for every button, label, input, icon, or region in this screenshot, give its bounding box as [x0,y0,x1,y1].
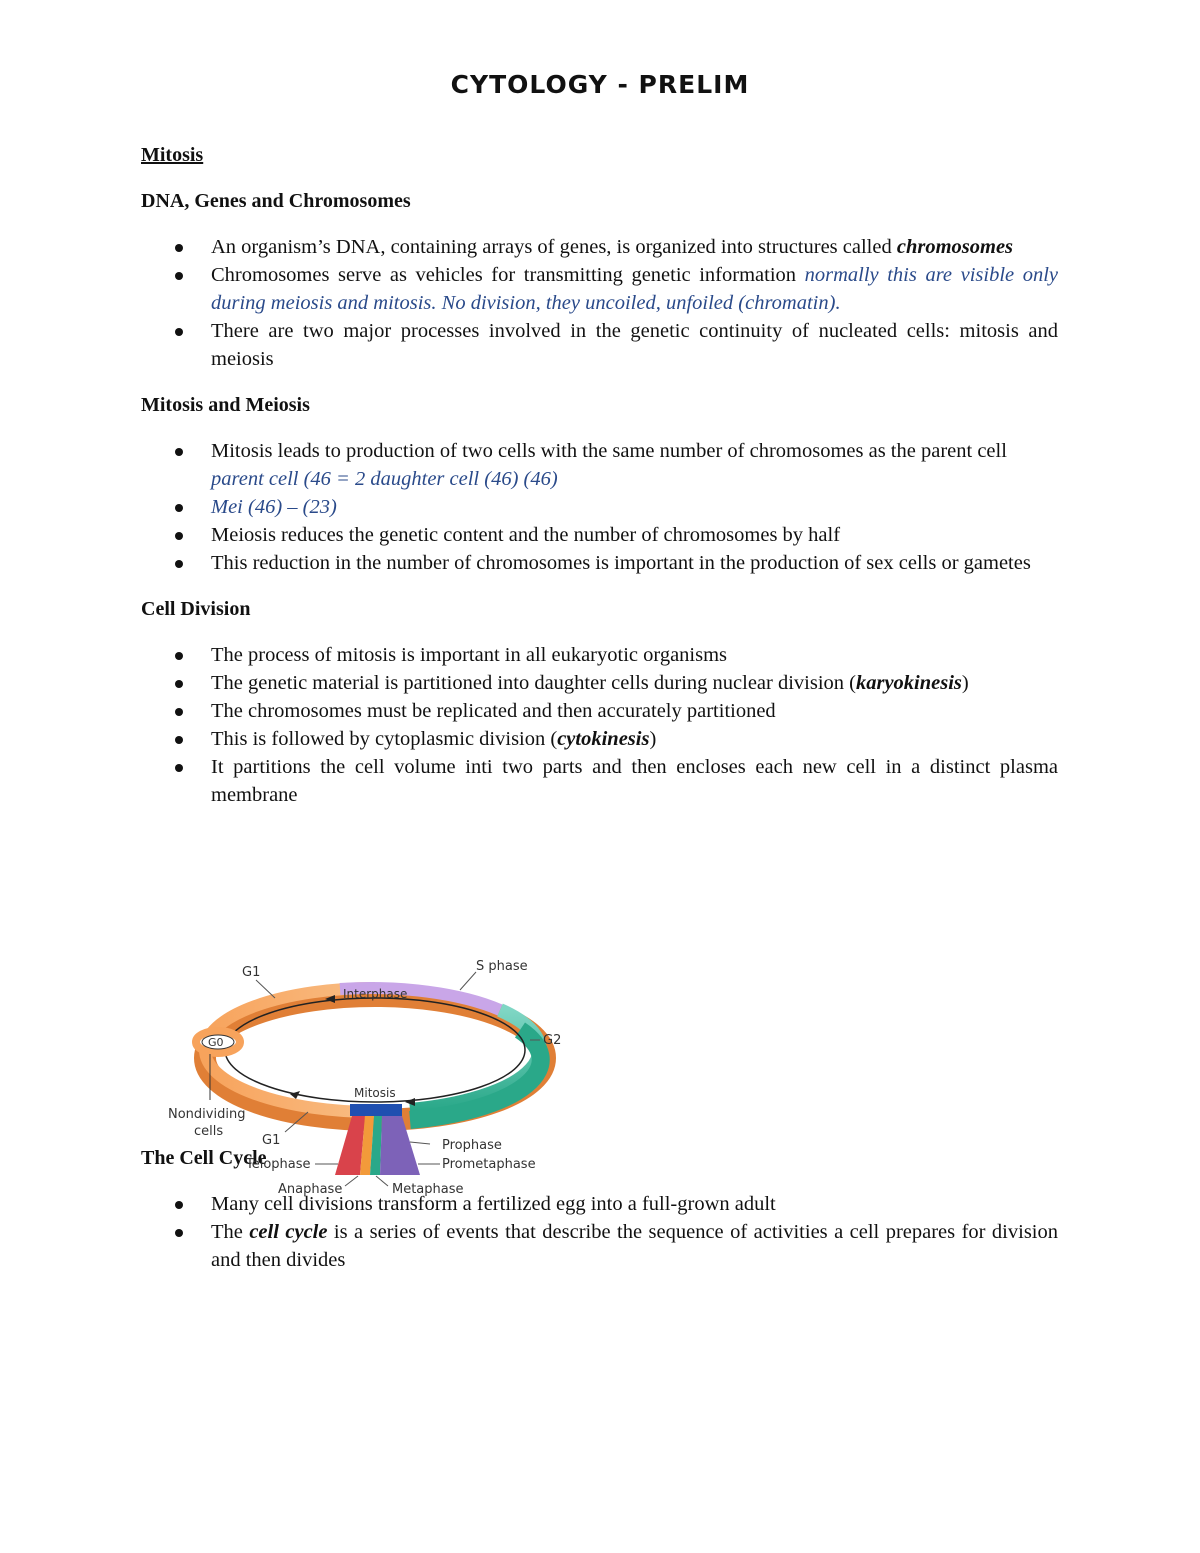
label-nondividing-cells: cells [194,1124,224,1139]
label-g1-bottom: G1 [262,1133,281,1148]
label-g0: G0 [208,1036,224,1049]
label-anaphase: Anaphase [278,1182,343,1197]
leader-s [460,972,476,990]
leader-g1-top [256,980,275,998]
emphasis-term: chromosomes [896,236,1014,258]
list-item: This is followed by cytoplasmic division (cytokinesis) [141,725,1058,753]
list-item: The cell cycle is a series of events that describe the sequence of activities a cell prepares for division and then divides [141,1218,1058,1274]
list-item: It partitions the cell volume inti two parts and then encloses each new cell in a distinct plasma membrane [141,753,1058,809]
section-heading-cell-division: Cell Division [141,598,251,620]
section-heading-mitosis-meiosis: Mitosis and Meiosis [141,394,310,416]
mitosis-band [350,1104,402,1116]
label-g2: G2 [543,1033,562,1048]
mm-bullet-list [141,437,1058,577]
handwritten-note: parent cell (46 = 2 daughter cell (46) (46) [211,468,558,490]
emphasis-term: karyokinesis [855,672,962,694]
handwritten-note: normally this are visible only during meiosis and mitosis. No division, they uncoiled, unfoiled (chromatin). [211,264,1058,314]
section-heading-dna: DNA, Genes and Chromosomes [141,190,411,212]
list-item: The chromosomes must be replicated and then accurately partitioned [141,697,1058,725]
handwritten-note: Mei (46) – (23) [211,496,337,518]
emphasis-term: cytokinesis [557,728,650,750]
label-mitosis: Mitosis [354,1086,396,1100]
emphasis-term: cell cycle [249,1221,328,1243]
label-prophase: Prophase [442,1138,502,1153]
leader-anaphase [345,1176,358,1186]
section-heading-cell-cycle: The Cell Cycle [141,1147,267,1169]
label-g1-top: G1 [242,965,261,980]
label-metaphase: Metaphase [392,1182,464,1197]
leader-metaphase [376,1176,388,1186]
label-prometaphase: Prometaphase [442,1157,536,1172]
list-item: There are two major processes involved in the genetic continuity of nucleated cells: mitosis and meiosis [141,317,1058,373]
list-item: Many cell divisions transform a fertilized egg into a full-grown adult [141,1190,1058,1218]
list-item: The genetic material is partitioned into daughter cells during nuclear division (karyokinesis) [141,669,1058,697]
list-item [141,493,1058,521]
list-item: An organism’s DNA, containing arrays of genes, is organized into structures called chromosomes [141,233,1058,261]
page-title: CYTOLOGY - PRELIM [450,70,750,99]
list-item: This reduction in the number of chromosomes is important in the production of sex cells or gametes [141,549,1058,577]
label-interphase: Interphase [343,987,408,1001]
list-item: Mitosis leads to production of two cells with the same number of chromosomes as the parent cell parent cell (46 = 2 daughter cell (46) (46) [141,437,1058,493]
leader-prophase [410,1142,430,1144]
label-nondividing: Nondividing [168,1107,246,1122]
list-item: Meiosis reduces the genetic content and the number of chromosomes by half [141,521,1058,549]
subject-heading: Mitosis [141,144,204,166]
label-telophase: Telophase [246,1157,311,1172]
list-item: Chromosomes serve as vehicles for transmitting genetic information normally this are visible only during meiosis and mitosis. No division, they uncoiled, unfoiled (chromatin). [141,261,1058,317]
cd-bullet-list [141,641,1058,809]
list-item: The process of mitosis is important in all eukaryotic organisms [141,641,1058,669]
label-s-phase: S phase [476,959,528,974]
cell-cycle-diagram [160,950,580,1210]
dna-bullet-list [141,233,1058,373]
